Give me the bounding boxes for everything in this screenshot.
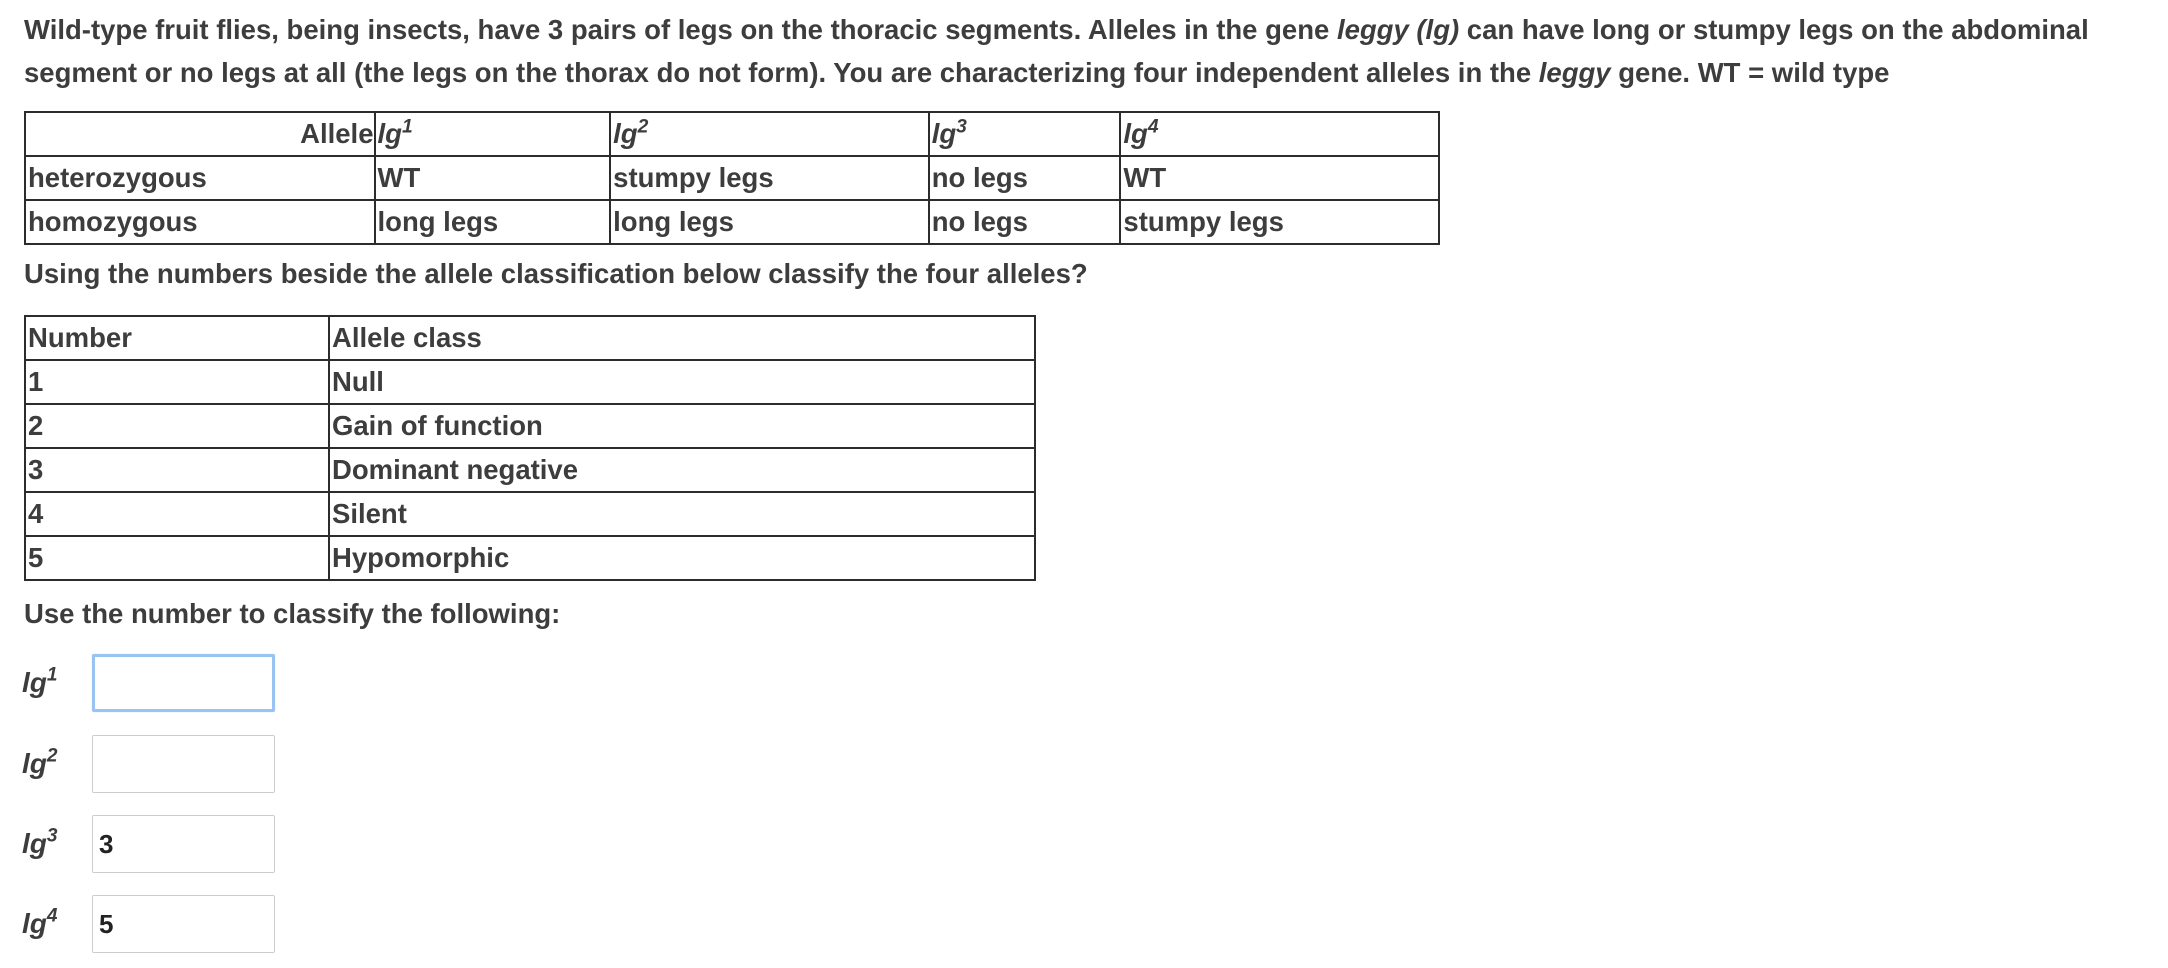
class-number: 4 <box>25 492 329 536</box>
phenotype-row-homozygous <box>25 200 1439 244</box>
question-intro <box>24 8 2154 94</box>
answer-prompt: Use the number to classify the following: <box>24 598 561 629</box>
phenotype-cell: WT <box>1120 156 1439 200</box>
answer-label-lg4: $\lg^4$ <box>22 905 58 939</box>
phenotype-row-heterozygous <box>25 156 1439 200</box>
class-name: Null <box>329 360 1035 404</box>
intro-text-1: Wild-type fruit flies, being insects, have 3 pairs of legs on the thoracic segments. Alleles in the gene <box>24 14 1337 45</box>
answer-input-lg2[interactable] <box>92 735 275 793</box>
phenotype-cell: no legs <box>929 200 1121 244</box>
intro-text-3: gene. WT = wild type <box>1610 57 1890 88</box>
allele-header-lg4: $\lg^4$ <box>1120 112 1439 156</box>
class-name: Silent <box>329 492 1035 536</box>
intro-text-2: can have long or stumpy legs on the abdominal segment or no legs at all (the legs on the thorax do not form). You are characterizing four independent alleles in the <box>24 14 2089 88</box>
number-header: Number <box>25 316 329 360</box>
allele-header-label: Allele <box>25 112 375 156</box>
phenotype-header-row <box>25 112 1439 156</box>
answer-row-lg3 <box>22 814 275 874</box>
allele-class-header: Allele class <box>329 316 1035 360</box>
answer-input-lg1[interactable] <box>92 654 275 712</box>
answer-input-lg4[interactable] <box>92 895 275 953</box>
answer-row-lg2 <box>22 734 275 794</box>
class-number: 5 <box>25 536 329 580</box>
phenotype-cell: stumpy legs <box>1120 200 1439 244</box>
class-name: Gain of function <box>329 404 1035 448</box>
class-row <box>25 404 1035 448</box>
allele-header-lg3: $\lg^3$ <box>929 112 1121 156</box>
class-name: Hypomorphic <box>329 536 1035 580</box>
class-row <box>25 360 1035 404</box>
class-name: Dominant negative <box>329 448 1035 492</box>
class-number: 3 <box>25 448 329 492</box>
answer-label-lg2: $\lg^2$ <box>22 745 58 779</box>
row-label-heterozygous: heterozygous <box>25 156 375 200</box>
class-number: 2 <box>25 404 329 448</box>
class-number: 1 <box>25 360 329 404</box>
phenotype-cell: stumpy legs <box>610 156 929 200</box>
phenotype-cell: no legs <box>929 156 1121 200</box>
answer-row-lg4 <box>22 894 275 954</box>
class-row <box>25 492 1035 536</box>
allele-header-lg2: $\lg^2$ <box>610 112 929 156</box>
answer-label-lg3: $\lg^3$ <box>22 825 58 859</box>
gene-name-short: leggy <box>1538 57 1611 88</box>
answer-label-lg1: $\lg^1$ <box>22 664 58 698</box>
gene-name: leggy (lg) <box>1336 14 1460 45</box>
classify-prompt: Using the numbers beside the allele classification below classify the four alleles? <box>24 258 1088 289</box>
allele-header-lg1: $\lg^1$ <box>375 112 611 156</box>
answer-input-lg3[interactable] <box>92 815 275 873</box>
class-row <box>25 448 1035 492</box>
phenotype-cell: long legs <box>375 200 611 244</box>
class-row <box>25 536 1035 580</box>
phenotype-cell: long legs <box>610 200 929 244</box>
allele-class-table <box>24 315 1036 581</box>
phenotype-table <box>24 111 1440 245</box>
phenotype-cell: WT <box>375 156 611 200</box>
class-header-row <box>25 316 1035 360</box>
answer-row-lg1 <box>22 653 275 713</box>
row-label-homozygous: homozygous <box>25 200 375 244</box>
